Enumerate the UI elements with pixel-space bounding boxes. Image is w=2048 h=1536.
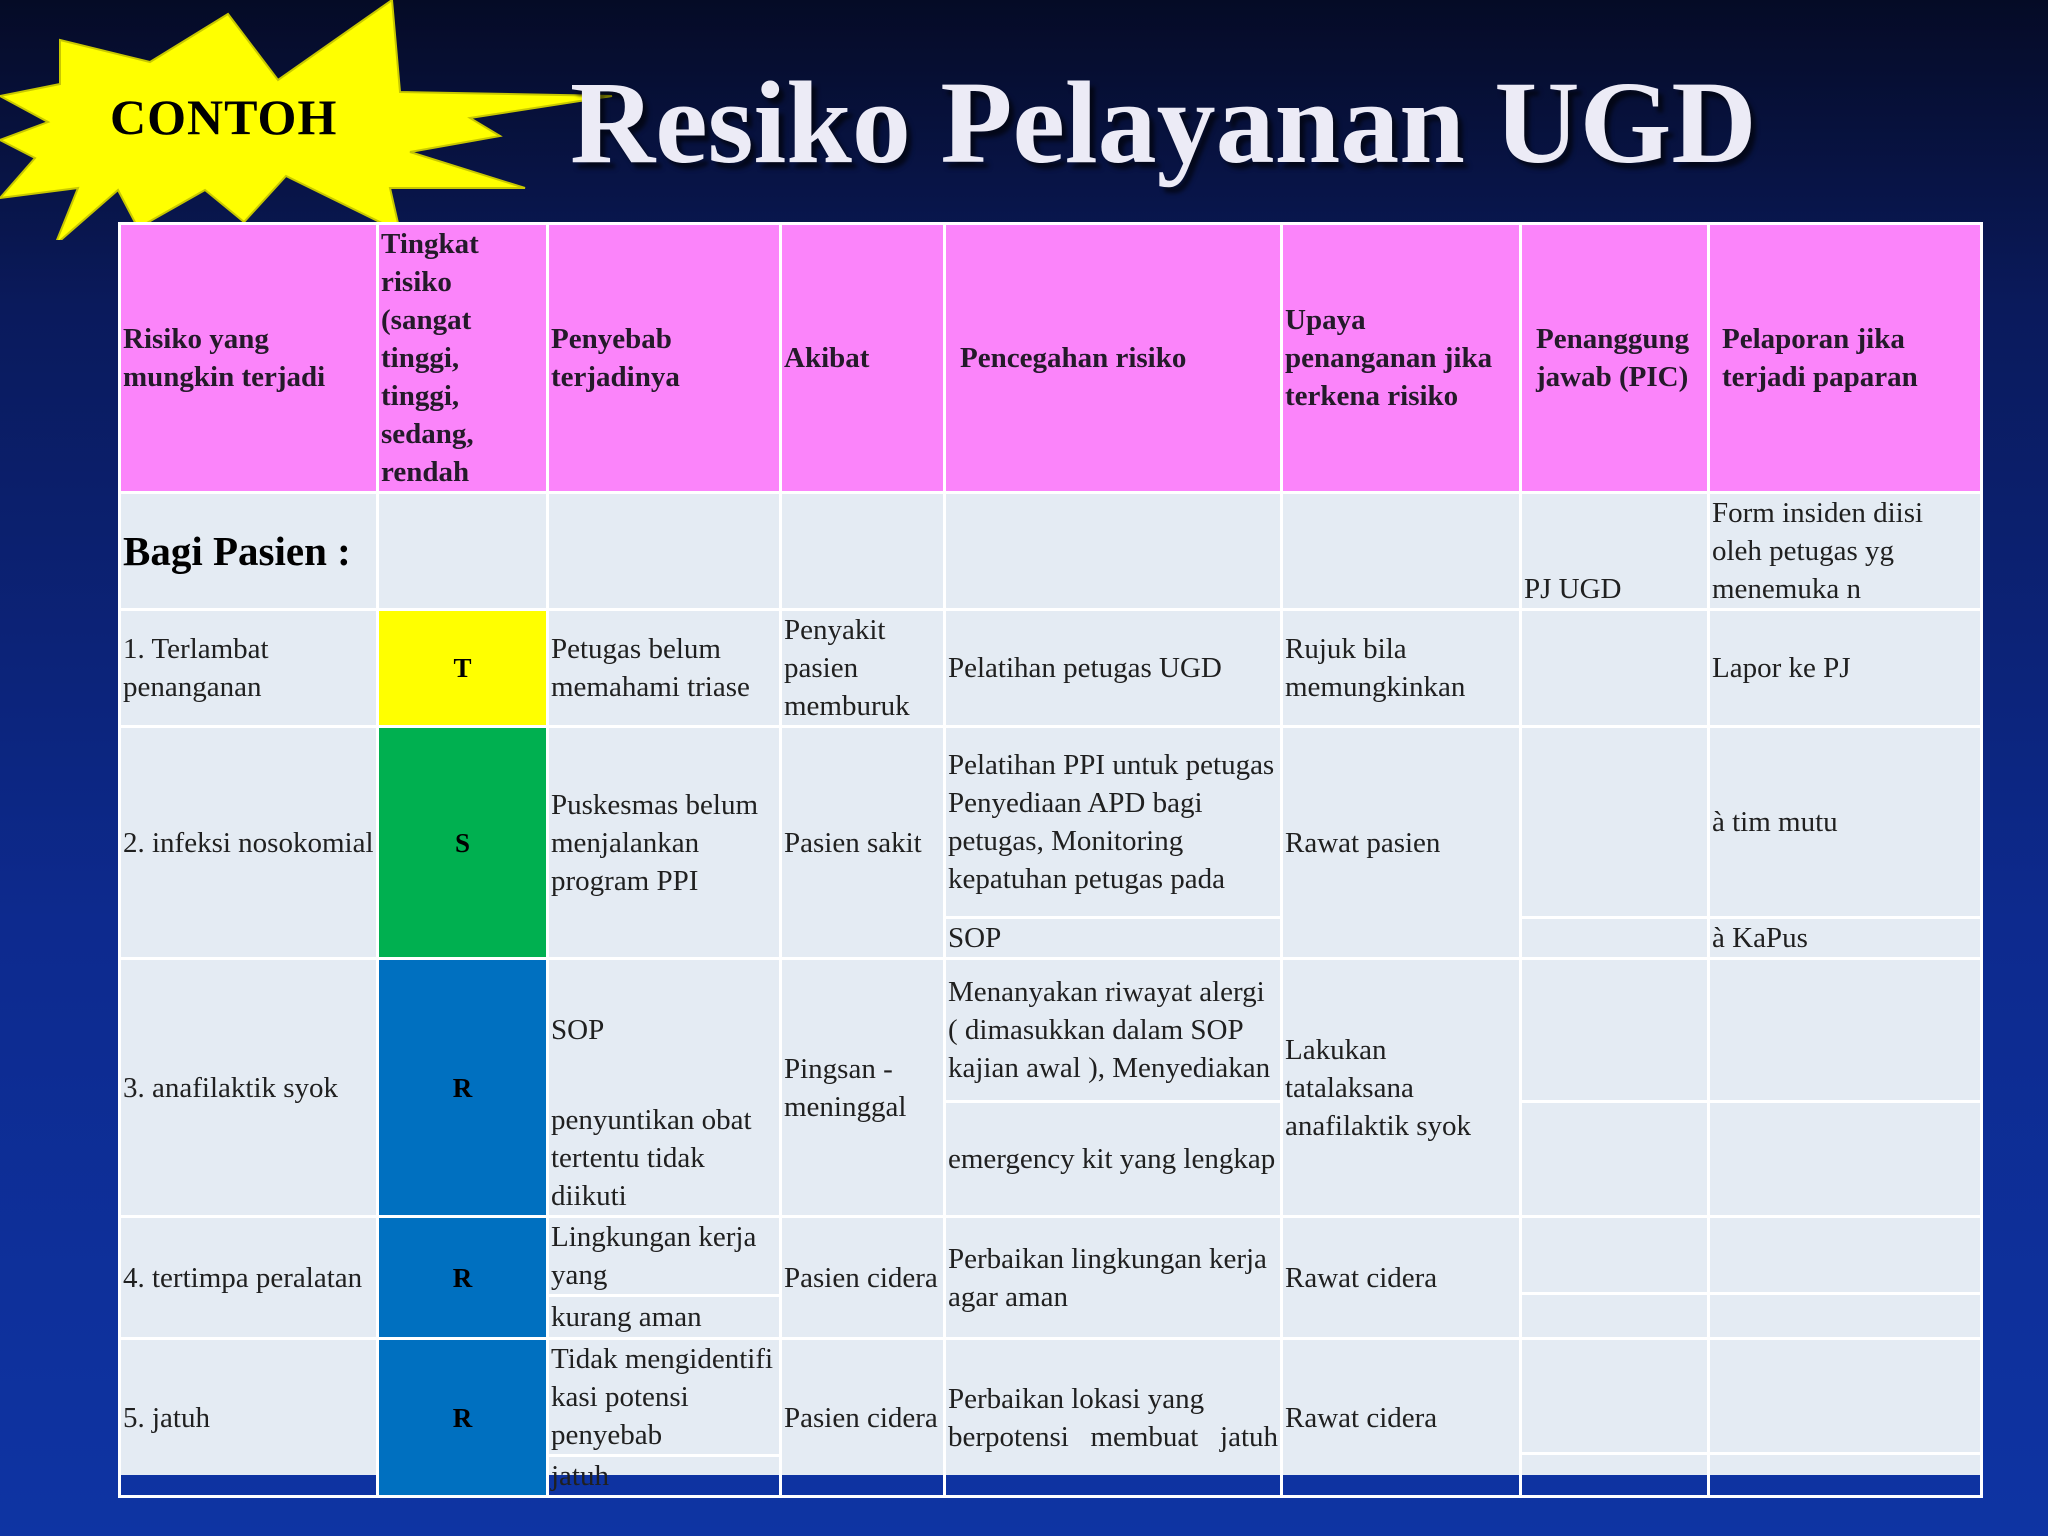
section-report: Form insiden diisi oleh petugas yg menemuka n <box>1709 493 1982 610</box>
cause-line: jatuh <box>549 1454 779 1495</box>
empty-cell <box>378 493 548 610</box>
effect-cell: Pasien cidera <box>781 1217 945 1339</box>
handling-cell: Rawat cidera <box>1282 1339 1521 1497</box>
cause-line: Tidak mengidentifi kasi potensi penyebab <box>551 1343 774 1451</box>
prevention-line: Pelatihan PPI untuk petugas Penyediaan APD bagi petugas, Monitoring kepatuhan petugas pada <box>948 749 1275 895</box>
prevention-cell: Perbaikan lingkungan kerja agar aman <box>945 1217 1282 1339</box>
risk-cell: 3. anafilaktik syok <box>120 959 378 1217</box>
report-cell <box>1709 1339 1982 1497</box>
risk-cell: 4. tertimpa peralatan <box>120 1217 378 1339</box>
report-cell <box>1709 1217 1982 1339</box>
cause-line: SOP <box>551 1014 605 1046</box>
cause-cell: Petugas belum memahami triase <box>548 610 781 727</box>
risk-cell: 1. Terlambat penanganan <box>120 610 378 727</box>
cause-line: Lingkungan kerja yang <box>551 1221 757 1291</box>
table-row <box>120 1339 1982 1497</box>
header-level: Tingkat risiko (sangat tinggi, tinggi, sedang, rendah <box>378 224 548 493</box>
table-row <box>120 959 1982 1217</box>
slide-title: Resiko Pelayanan UGD <box>570 57 1757 188</box>
pic-value: PJ UGD <box>1521 493 1709 610</box>
prevention-cell: Pelatihan petugas UGD <box>945 610 1282 727</box>
effect-cell: Pasien cidera <box>781 1339 945 1497</box>
header-effect: Akibat <box>781 224 945 493</box>
table-row <box>120 727 1982 959</box>
pic-cell <box>1521 959 1709 1217</box>
empty-cell <box>781 493 945 610</box>
header-handling: Upaya penanganan jika terkena risiko <box>1282 224 1521 493</box>
report-line: à KaPus <box>1710 916 1980 957</box>
level-badge: R <box>378 959 548 1217</box>
prevention-cell <box>945 727 1282 959</box>
risk-cell: 5. jatuh <box>120 1339 378 1497</box>
handling-cell: Rujuk bila memungkinkan <box>1282 610 1521 727</box>
table-row <box>120 610 1982 727</box>
risk-table-container <box>118 222 1980 1492</box>
pic-cell <box>1521 727 1709 959</box>
table-header-row <box>120 224 1982 493</box>
prevention-cell <box>945 959 1282 1217</box>
effect-cell: Penyakit pasien memburuk <box>781 610 945 727</box>
report-cell <box>1709 959 1982 1217</box>
report-cell <box>1709 727 1982 959</box>
level-badge: R <box>378 1339 548 1497</box>
report-cell: Lapor ke PJ <box>1709 610 1982 727</box>
empty-cell <box>548 493 781 610</box>
header-pic: Penanggung jawab (PIC) <box>1521 224 1709 493</box>
handling-cell: Lakukan tatalaksana anafilaktik syok <box>1282 959 1521 1217</box>
pic-cell <box>1521 1217 1709 1339</box>
risk-table <box>118 222 1983 1498</box>
header-risk: Risiko yang mungkin terjadi <box>120 224 378 493</box>
cause-cell <box>548 959 781 1217</box>
report-line: à tim mutu <box>1712 806 1838 838</box>
pic-cell <box>1521 610 1709 727</box>
header-cause: Penyebab terjadinya <box>548 224 781 493</box>
prevention-cell: Perbaikan lokasi yang berpotensi membuat jatuh <box>945 1339 1282 1497</box>
level-badge: S <box>378 727 548 959</box>
prevention-line: SOP <box>946 916 1280 957</box>
cause-line: penyuntikan obat tertentu tidak diikuti <box>551 1103 752 1212</box>
cause-cell: Puskesmas belum menjalankan program PPI <box>548 727 781 959</box>
empty-cell <box>945 493 1282 610</box>
header-report: Pelaporan jika terjadi paparan <box>1709 224 1982 493</box>
cause-line: kurang aman <box>549 1294 779 1337</box>
prevention-line: Menanyakan riwayat alergi ( dimasukkan dalam SOP kajian awal ), Menyediakan <box>948 976 1271 1084</box>
level-badge: T <box>378 610 548 727</box>
handling-cell: Rawat cidera <box>1282 1217 1521 1339</box>
section-row <box>120 493 1982 610</box>
effect-cell: Pingsan - meninggal <box>781 959 945 1217</box>
cause-cell <box>548 1217 781 1339</box>
level-badge: R <box>378 1217 548 1339</box>
risk-cell: 2. infeksi nosokomial <box>120 727 378 959</box>
contoh-badge-label: CONTOH <box>110 89 338 145</box>
handling-cell: Rawat pasien <box>1282 727 1521 959</box>
section-label: Bagi Pasien : <box>120 493 378 610</box>
table-row <box>120 1217 1982 1339</box>
pic-cell <box>1521 1339 1709 1497</box>
header-prevention: Pencegahan risiko <box>945 224 1282 493</box>
empty-cell <box>1282 493 1521 610</box>
cause-cell <box>548 1339 781 1497</box>
prevention-line: emergency kit yang lengkap <box>946 1100 1280 1215</box>
effect-cell: Pasien sakit <box>781 727 945 959</box>
